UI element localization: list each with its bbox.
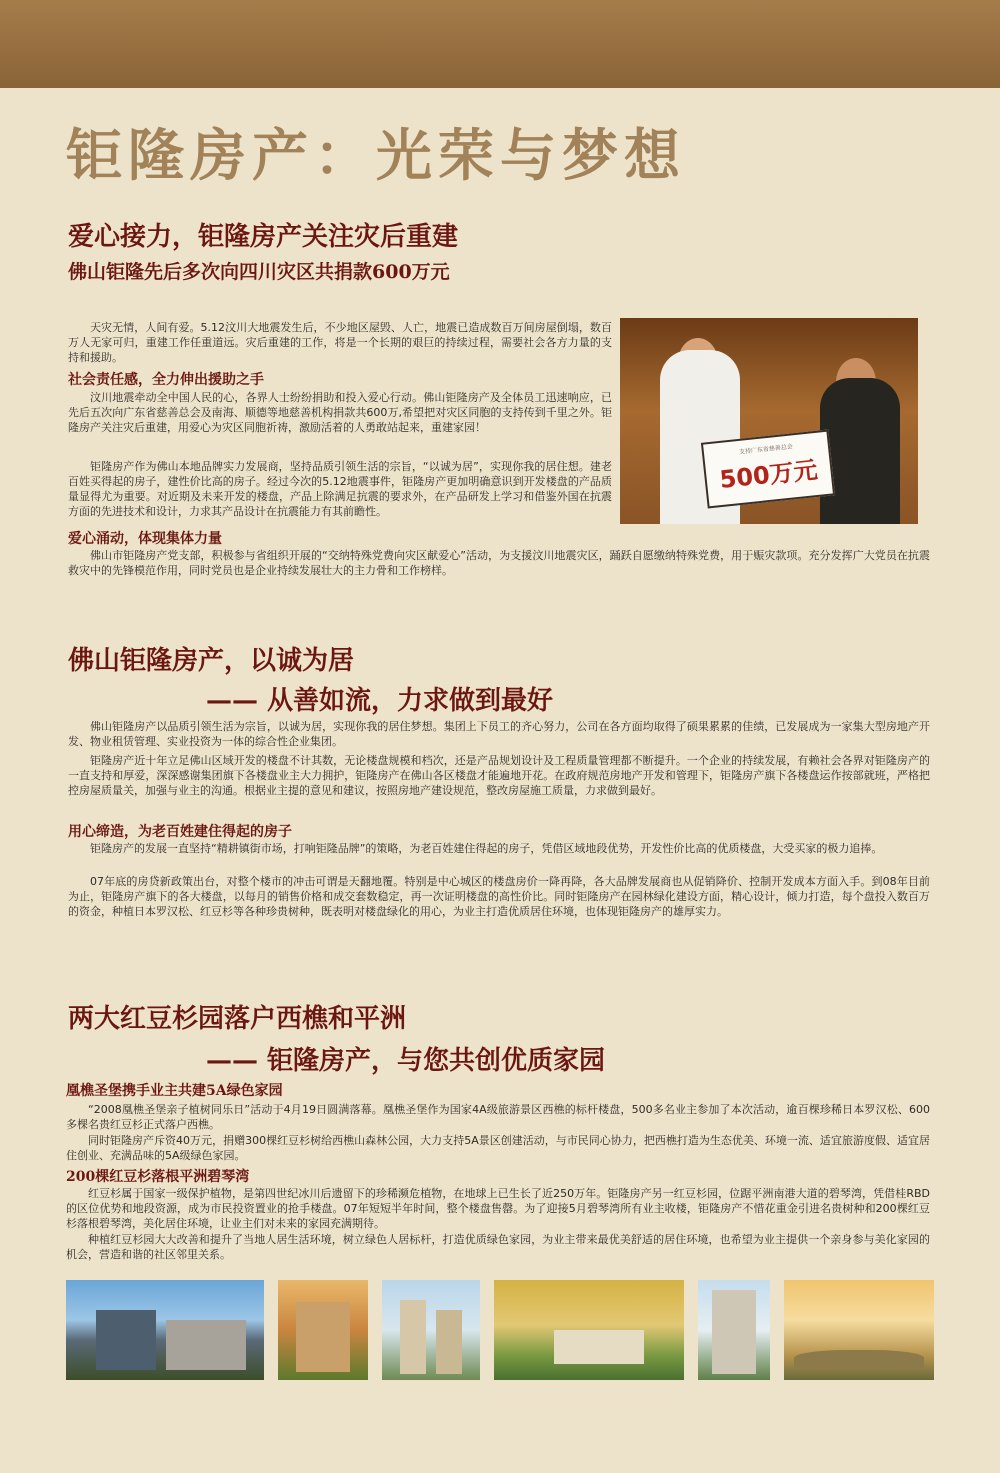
section1-para3-text: 佛山市钜隆房产党支部，积极参与省组织开展的“交纳特殊党费向灾区献爱心”活动，为支援汶川地震灾区，踊跃自愿缴纳特殊党费，用于赈灾款项。充分发挥广大党员在抗震救灾中的先锋模范作用，同时党员也是企业持续发展壮大的主力骨和工作榜样。 xyxy=(68,549,930,577)
building-photo xyxy=(382,1280,480,1380)
section3-para2-text: 同时钜隆房产斥资40万元，捐赠300棵红豆杉树给西樵山森林公园，大力支持5A景区创建活动，与市民同心协力，把西樵打造为生态优美、环境一流、适宜旅游度假、适宜居住创业、充满品味的5A级绿色家园。 xyxy=(66,1134,930,1162)
page-title: 钜隆房产：光荣与梦想 xyxy=(66,123,686,189)
building-shape xyxy=(436,1310,462,1374)
photo-person xyxy=(820,378,900,524)
section2-para2-text: 钜隆房产近十年立足佛山区域开发的楼盘不计其数，无论楼盘规模和档次，还是产品规划设计及工程质量管理都不断提升。一个企业的持续发展，有赖社会各界对钜隆房产的一直支持和厚爱，深深感谢集团旗下各楼盘业主大力拥护，钜隆房产在佛山各区楼盘才能遍地开花。在政府规范房地产开发和管理下，钜隆房产旗下各楼盘运作按部就班，严格把控房屋质量关，加强与业主的沟通。根据业主提的意见和建议，按照房地产建设规范，整改房屋施工质量，力求做到最好。 xyxy=(68,754,930,797)
building-photo xyxy=(784,1280,934,1380)
donation-check xyxy=(701,429,835,508)
building-photo xyxy=(494,1280,684,1380)
section2-heading: 佛山钜隆房产，以诚为居 xyxy=(68,646,355,676)
section3-sub2: 200棵红豆杉落根平洲碧琴湾 xyxy=(66,1169,250,1185)
building-shape xyxy=(296,1302,350,1372)
section2-sub1: 用心缔造，为老百姓建住得起的房子 xyxy=(68,824,292,840)
building-photo xyxy=(698,1280,770,1380)
section3-para4-text: 种植红豆杉园大大改善和提升了当地人居生活环境，树立绿色人居标杆，打造优质绿色家园，为业主带来最优美舒适的居住环境，也希望为业主提供一个亲身参与美化家园的机会，营造和谐的社区邻里关系。 xyxy=(66,1233,930,1261)
section2-para2 xyxy=(68,753,930,798)
section2-para1 xyxy=(68,719,930,749)
section3-para1-text: “2008凰樵圣堡亲子植树同乐日”活动于4月19日圆满落幕。凰樵圣堡作为国家4A级旅游景区西樵的标杆楼盘，500多名业主参加了本次活动，逾百棵珍稀日本罗汉松、600多棵名贵红豆杉正式落户西樵。 xyxy=(66,1103,930,1131)
section2-para4-text: 07年底的房贷新政策出台，对整个楼市的冲击可谓是天翻地覆。特别是中心城区的楼盘房价一降再降，各大品牌发展商也从促销降价、控制开发成本方面入手。到08年目前为止，钜隆房产旗下的各大楼盘，以每月的销售价格和成交套数稳定，再一次证明楼盘的高性价比。同时钜隆房产在园林绿化建设方面，精心设计，倾力打造，每个盘投入数百万的资金，种植日本罗汉松、红豆杉等各种珍贵树种，既表明对楼盘绿化的用心，为业主打造优质居住环境，也体现钜隆房产的雄厚实力。 xyxy=(68,875,930,918)
section1-para2-text: 钜隆房产作为佛山本地品牌实力发展商，坚持品质引领生活的宗旨，“以诚为居”，实现你我的居住想。建老百姓买得起的房子，建性价比高的房子。经过今次的5.12地震事件，钜隆房产更加明确意识到开发楼盘的产品质量显得尤为重要。对近期及未来开发的楼盘，产品上除满足抗震的要求外，在产品研发上学习和借鉴外国在抗震方面的先进技术和设计，力求其产品设计在抗震能力有其前瞻性。 xyxy=(68,460,612,518)
check-amount: 500万元 xyxy=(718,455,819,495)
section2-para4 xyxy=(68,874,930,919)
section3-para3 xyxy=(66,1186,930,1231)
section3-para4 xyxy=(66,1232,930,1262)
top-banner xyxy=(0,0,1000,88)
section3-heading: 两大红豆杉园落户西樵和平洲 xyxy=(68,1004,407,1034)
building-shape xyxy=(554,1330,644,1364)
section2-subheading: —— 从善如流，力求做到最好 xyxy=(206,686,554,716)
building-shape xyxy=(794,1350,924,1370)
check-caption: 支持广东省慈善总会 xyxy=(738,443,794,456)
section1-para2 xyxy=(68,459,612,519)
section1-heading: 爱心接力，钜隆房产关注灾后重建 xyxy=(68,222,459,252)
section3-para1 xyxy=(66,1102,930,1132)
section2-para3 xyxy=(68,841,930,856)
section1-sub2: 爱心涌动，体现集体力量 xyxy=(68,531,222,547)
section3-sub1: 凰樵圣堡携手业主共建5A绿色家园 xyxy=(66,1083,283,1099)
section2-para1-text: 佛山钜隆房产以品质引领生活为宗旨，以诚为居，实现你我的居住梦想。集团上下员工的齐心努力，公司在各方面均取得了硕果累累的佳绩，已发展成为一家集大型房地产开发、物业租赁管理、实业投资为一体的综合性企业集团。 xyxy=(68,720,930,748)
section1-intro-text: 天灾无情，人间有爱。5.12汶川大地震发生后，不少地区屋毁、人亡，地震已造成数百万间房屋倒塌，数百万人无家可归，重建工作任重道远。灾后重建的工作，将是一个长期的艰巨的持续过程，需要社会各方力量的支持和援助。 xyxy=(68,321,612,364)
section1-subheading: 佛山钜隆先后多次向四川灾区共捐款600万元 xyxy=(68,261,450,283)
section1-para1 xyxy=(68,390,612,435)
section3-para2 xyxy=(66,1133,930,1163)
section1-para1-text: 汶川地震牵动全中国人民的心，各界人士纷纷捐助和投入爱心行动。佛山钜隆房产及全体员工迅速响应，已先后五次向广东省慈善总会及南海、顺德等地慈善机构捐款共600万,希望把对灾区同胞的支持传到千里之外。钜隆房产关注灾后重建，用爱心为灾区同胞祈祷，激励活着的人勇敢站起来，重建家园！ xyxy=(68,391,612,434)
section2-para3-text: 钜隆房产的发展一直坚持“精耕镇街市场，打响钜隆品牌”的策略，为老百姓建住得起的房子，凭借区域地段优势，开发性价比高的优质楼盘，大受买家的极力追捧。 xyxy=(90,842,883,855)
section1-para3 xyxy=(68,548,930,578)
section1-intro xyxy=(68,320,612,365)
building-photo xyxy=(66,1280,264,1380)
building-photo xyxy=(278,1280,368,1380)
building-shape xyxy=(712,1290,756,1374)
building-shape xyxy=(166,1320,246,1370)
section3-subheading: —— 钜隆房产，与您共创优质家园 xyxy=(206,1046,606,1076)
building-shape xyxy=(96,1310,156,1370)
donation-photo xyxy=(620,318,918,524)
photo-strip xyxy=(0,1280,1000,1380)
section1-sub1: 社会责任感，全力伸出援助之手 xyxy=(68,372,264,388)
section3-para3-text: 红豆杉属于国家一级保护植物，是第四世纪冰川后遗留下的珍稀濒危植物，在地球上已生长了近250万年。钜隆房产另一红豆杉园，位踞平洲南港大道的碧琴湾，凭借桂RBD的区位优势和地段资源，成为市民投资置业的抢手楼盘。07年短短半年时间，整个楼盘售罄。为了迎接5月碧琴湾所有业主收楼，钜隆房产不惜花重金引进名贵树种和200棵红豆杉落根碧琴湾，美化居住环境，让业主们对未来的家园充满期待。 xyxy=(66,1187,930,1230)
building-shape xyxy=(400,1300,426,1374)
